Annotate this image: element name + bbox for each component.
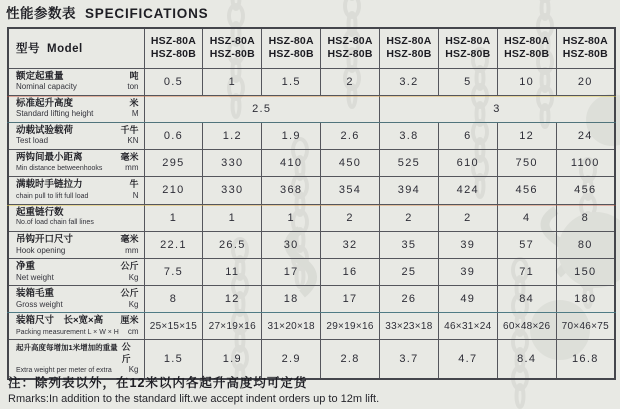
spec-value-cell: 2.5 (144, 95, 380, 122)
model-column-header-1 (144, 28, 203, 68)
model-column-header-7 (497, 28, 556, 68)
page-title (6, 2, 208, 22)
row-label-en: Test load (16, 136, 49, 146)
spec-row-2 (8, 95, 615, 122)
model-name-line: HSZ-80B (150, 48, 197, 61)
footer-note-zh: 注：除列表以外，在12米以内各起升高度均可定货 (8, 376, 308, 390)
spec-value-cell: 1 (203, 204, 262, 231)
spec-value-cell: 1 (203, 68, 262, 95)
row-label-line-zh (16, 288, 139, 300)
model-name-line: HSZ-80B (268, 48, 314, 61)
spec-value-cell: 1.9 (203, 340, 262, 379)
row-label-en: Packing measurement L × W × H (16, 328, 119, 336)
row-label-zh: 装箱毛重 (16, 287, 55, 299)
model-name-line: HSZ-80A (445, 34, 491, 47)
model-name-line: HSZ-80B (209, 48, 255, 61)
spec-value-cell: 25×15×15 (144, 312, 203, 340)
spec-row-10 (8, 312, 615, 340)
spec-value-cell: 3.8 (380, 122, 439, 149)
row-unit-zh: 千牛 (120, 124, 139, 135)
spec-value-cell: 4.7 (438, 340, 497, 379)
row-label-cell (8, 149, 144, 177)
spec-value-cell: 1 (144, 204, 203, 231)
row-label-cell (8, 122, 144, 149)
spec-value-cell: 456 (497, 177, 556, 205)
row-label-line-en (16, 327, 139, 338)
row-label-cell (8, 231, 144, 258)
model-label-en: Model (47, 43, 83, 56)
spec-value-cell: 2 (321, 68, 380, 95)
row-label-cell (8, 285, 144, 312)
spec-value-cell: 71 (497, 258, 556, 285)
spec-value-cell: 17 (262, 258, 321, 285)
row-label-line-en (16, 273, 139, 283)
row-unit-en: Kg (128, 272, 139, 282)
page-title-en: SPECIFICATIONS (85, 6, 209, 21)
spec-value-cell: 2 (380, 204, 439, 231)
spec-value-cell: 394 (380, 177, 439, 205)
row-label-en: Hook opening (16, 245, 66, 255)
spec-row-9 (8, 285, 615, 312)
model-label (16, 43, 83, 55)
spec-value-cell: 27×19×16 (203, 312, 262, 340)
model-column-header-6 (438, 28, 497, 68)
model-column-header-2 (203, 28, 262, 68)
spec-value-cell: 10 (497, 68, 556, 95)
spec-value-cell: 7.5 (144, 258, 203, 285)
row-label-zh: 净重 (16, 260, 36, 272)
spec-value-cell: 450 (321, 149, 380, 177)
page-title-zh: 性能参数表 (6, 6, 76, 21)
model-name-line: HSZ-80A (562, 34, 608, 47)
row-unit-zh: 毫米 (120, 233, 139, 244)
spec-value-cell: 29×19×16 (321, 312, 380, 340)
spec-value-cell: 750 (497, 149, 556, 177)
row-label-line-zh (16, 207, 139, 219)
row-label-zh: 两钩间最小距离 (16, 151, 83, 163)
spec-value-cell: 46×31×24 (438, 312, 497, 340)
row-label-line-zh (16, 261, 139, 273)
spec-row-3 (8, 122, 615, 149)
row-label-zh: 标准起升高度 (16, 97, 74, 109)
spec-row-7 (8, 231, 615, 258)
row-unit-zh: 毫米 (120, 151, 139, 162)
spec-value-cell: 525 (380, 149, 439, 177)
spec-row-5 (8, 177, 615, 205)
spec-value-cell: 354 (321, 177, 380, 205)
spec-value-cell: 84 (497, 285, 556, 312)
spec-value-cell: 32 (321, 231, 380, 258)
row-label-en: chain pull to lift full load (16, 193, 89, 200)
spec-value-cell: 1100 (556, 149, 615, 177)
row-unit-zh: 米 (129, 97, 139, 108)
spec-value-cell: 20 (556, 68, 615, 95)
row-label-en: Net weight (16, 272, 54, 282)
spec-value-cell: 11 (203, 258, 262, 285)
spec-value-cell: 60×48×26 (497, 312, 556, 340)
model-name-line: HSZ-80B (504, 48, 550, 61)
spec-value-cell: 5 (438, 68, 497, 95)
row-unit-en: ton (127, 82, 139, 92)
spec-value-cell: 410 (262, 149, 321, 177)
model-name-line: HSZ-80B (327, 48, 373, 61)
row-label-en: Extra weight per meter of extra (16, 366, 112, 374)
model-name-line: HSZ-80A (327, 34, 373, 47)
spec-value-cell: 70×46×75 (556, 312, 615, 340)
spec-value-cell: 210 (144, 177, 203, 205)
spec-row-6 (8, 204, 615, 231)
row-label-cell (8, 68, 144, 95)
row-unit-en: Kg (128, 299, 139, 309)
spec-value-cell: 0.6 (144, 122, 203, 149)
model-name-line: HSZ-80B (562, 48, 608, 61)
spec-row-4 (8, 149, 615, 177)
spec-value-cell: 35 (380, 231, 439, 258)
row-label-line-zh (16, 71, 139, 83)
row-label-en: Min distance betweenhooks (16, 165, 103, 173)
row-label-zh: 装箱尺寸 长×宽×高 (16, 314, 104, 326)
row-label-line-zh (16, 234, 139, 246)
row-label-en: No.of load chain fall lines (16, 219, 94, 227)
model-name-line: HSZ-80A (386, 34, 432, 47)
spec-value-cell: 26.5 (203, 231, 262, 258)
row-label-line-zh (16, 98, 139, 110)
model-name-line: HSZ-80B (386, 48, 432, 61)
model-name-line: HSZ-80A (150, 34, 197, 47)
spec-value-cell: 25 (380, 258, 439, 285)
spec-value-cell: 1.5 (262, 68, 321, 95)
row-label-zh: 吊钩开口尺寸 (16, 233, 74, 245)
spec-value-cell: 12 (497, 122, 556, 149)
spec-value-cell: 150 (556, 258, 615, 285)
spec-value-cell: 1.5 (144, 340, 203, 379)
spec-value-cell: 1.9 (262, 122, 321, 149)
spec-value-cell: 16 (321, 258, 380, 285)
spec-value-cell: 330 (203, 177, 262, 205)
spec-value-cell: 6 (438, 122, 497, 149)
spec-value-cell: 368 (262, 177, 321, 205)
row-label-zh: 起升高度每增加1米增加的重量 (16, 343, 118, 353)
spec-value-cell: 31×20×18 (262, 312, 321, 340)
spec-value-cell: 2.9 (262, 340, 321, 379)
model-name-line: HSZ-80A (209, 34, 255, 47)
row-label-zh: 额定起重量 (16, 70, 64, 82)
row-label-line-en (16, 136, 139, 146)
row-unit-en: Kg (128, 364, 139, 374)
row-label-line-zh (16, 342, 139, 365)
row-label-line-en (16, 300, 139, 310)
model-column-header-3 (262, 28, 321, 68)
model-column-header-4 (321, 28, 380, 68)
row-unit-zh: 公斤 (120, 287, 139, 298)
footer-note-en: Rmarks:In addition to the standard lift.we accept indent orders up to 12m lift. (8, 393, 380, 405)
row-unit-en: mm (125, 245, 139, 255)
spec-row-1 (8, 68, 615, 95)
spec-value-cell: 0.5 (144, 68, 203, 95)
spec-value-cell: 8 (144, 285, 203, 312)
row-label-en: Nominal capacity (16, 82, 77, 92)
spec-value-cell: 330 (203, 149, 262, 177)
row-label-zh: 满载时手链拉力 (16, 179, 83, 191)
spec-value-cell: 610 (438, 149, 497, 177)
model-column-header-5 (380, 28, 439, 68)
row-label-line-en (16, 82, 139, 92)
specifications-table (7, 27, 616, 380)
spec-value-cell: 2 (438, 204, 497, 231)
row-unit-zh: 公斤 (121, 342, 131, 364)
row-label-zh: 动载试验载荷 (16, 124, 74, 136)
row-label-cell (8, 258, 144, 285)
row-unit-en: M (131, 109, 139, 119)
row-label-cell (8, 204, 144, 231)
row-unit-zh: 牛 (129, 179, 139, 190)
model-column-header-8 (556, 28, 615, 68)
row-unit-en: N (132, 191, 139, 200)
spec-value-cell: 3.2 (380, 68, 439, 95)
row-label-line-en (16, 109, 139, 119)
spec-value-cell: 456 (556, 177, 615, 205)
spec-value-cell: 8.4 (497, 340, 556, 379)
row-label-cell (8, 177, 144, 205)
row-label-line-en (16, 191, 139, 202)
spec-value-cell: 57 (497, 231, 556, 258)
row-unit-zh: 吨 (129, 70, 139, 81)
spec-value-cell: 180 (556, 285, 615, 312)
row-label-line-zh (16, 152, 139, 164)
model-name-line: HSZ-80A (268, 34, 314, 47)
row-label-line-en (16, 219, 139, 228)
spec-value-cell: 12 (203, 285, 262, 312)
row-label-line-zh (16, 315, 139, 327)
model-header-row (8, 28, 615, 68)
model-name-line: HSZ-80B (445, 48, 491, 61)
spec-value-cell: 4 (497, 204, 556, 231)
spec-value-cell: 26 (380, 285, 439, 312)
spec-value-cell: 3 (380, 95, 616, 122)
spec-value-cell: 1.2 (203, 122, 262, 149)
row-label-cell (8, 95, 144, 122)
spec-value-cell: 1 (262, 204, 321, 231)
spec-value-cell: 424 (438, 177, 497, 205)
spec-value-cell: 49 (438, 285, 497, 312)
spec-value-cell: 30 (262, 231, 321, 258)
spec-value-cell: 2.6 (321, 122, 380, 149)
row-label-line-zh (16, 179, 139, 191)
spec-value-cell: 2 (321, 204, 380, 231)
spec-value-cell: 22.1 (144, 231, 203, 258)
spec-value-cell: 295 (144, 149, 203, 177)
spec-value-cell: 18 (262, 285, 321, 312)
spec-value-cell: 2.8 (321, 340, 380, 379)
spec-value-cell: 16.8 (556, 340, 615, 379)
model-header-cell (8, 28, 144, 68)
row-unit-en: mm (125, 163, 139, 173)
model-label-zh: 型号 (16, 43, 40, 56)
row-label-line-en (16, 246, 139, 256)
row-label-cell (8, 312, 144, 340)
row-label-line-zh (16, 125, 139, 137)
spec-value-cell: 8 (556, 204, 615, 231)
row-label-zh: 起重链行数 (16, 207, 64, 219)
spec-value-cell: 39 (438, 231, 497, 258)
row-label-en: Gross weight (16, 299, 63, 309)
spec-value-cell: 3.7 (380, 340, 439, 379)
spec-value-cell: 80 (556, 231, 615, 258)
model-name-line: HSZ-80A (504, 34, 550, 47)
spec-value-cell: 24 (556, 122, 615, 149)
spec-value-cell: 39 (438, 258, 497, 285)
spec-value-cell: 17 (321, 285, 380, 312)
row-unit-en: cm (127, 326, 139, 336)
row-label-en: Standard lifting height (16, 109, 94, 119)
row-unit-zh: 公斤 (120, 260, 139, 271)
spec-value-cell: 33×23×18 (380, 312, 439, 340)
row-unit-zh: 厘米 (120, 314, 139, 325)
row-label-line-en (16, 163, 139, 174)
footer-note (8, 373, 379, 405)
row-unit-en: KN (127, 136, 139, 146)
spec-row-8 (8, 258, 615, 285)
